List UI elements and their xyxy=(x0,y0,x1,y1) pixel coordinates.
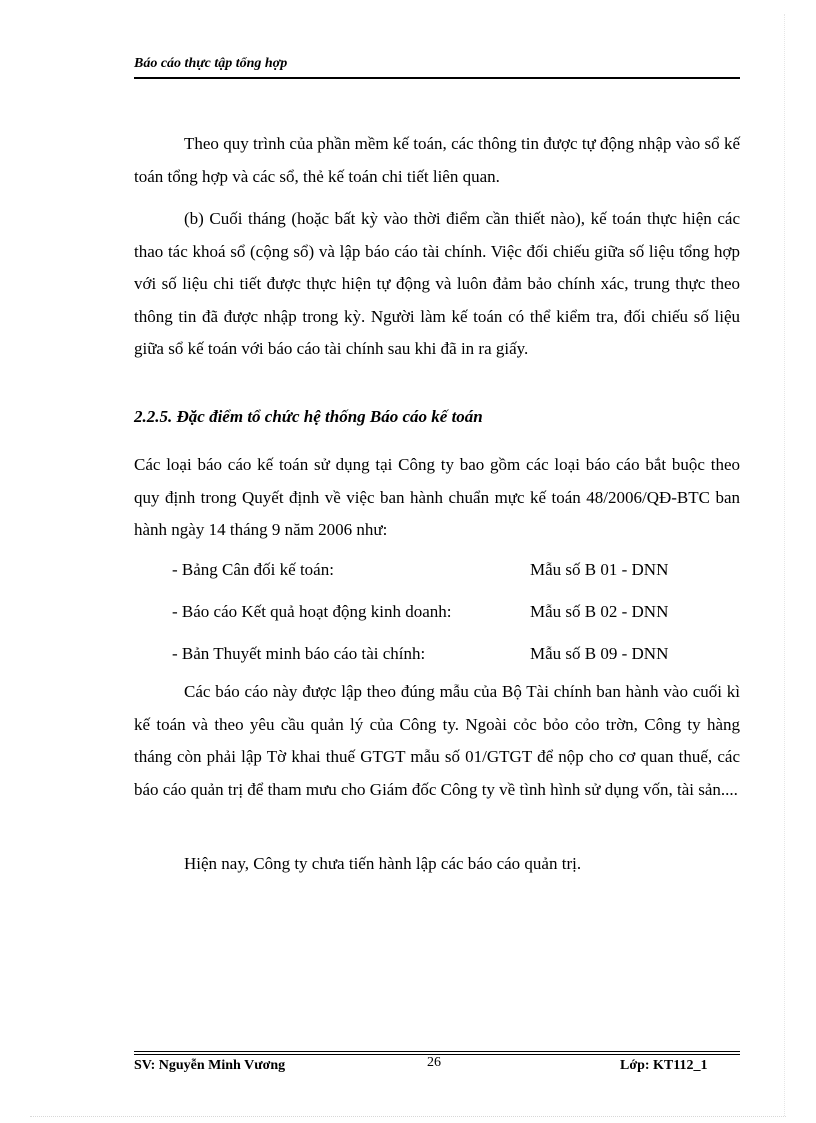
paragraph-month-end: (b) Cuối tháng (hoặc bất kỳ vào thời điểm cần thiết nào), kế toán thực hiện các thao tác khoá sổ (cộng sổ) và lập báo cáo tài chính. Việc đối chiếu giữa số liệu tổng hợp với số liệu chi tiết được thực hiện tự động và luôn đảm bảo chính xác, trung thực theo thông tin đã được nhập trong kỳ. Người làm kế toán có thể kiểm tra, đối chiếu số liệu giữa sổ kế toán với báo cáo tài chính sau khi đã in ra giấy. xyxy=(134,209,740,358)
section-heading: 2.2.5. Đặc điểm tổ chức hệ thống Báo cáo kế toán xyxy=(134,407,483,426)
report-form-code: Mẫu số B 09 - DNN xyxy=(530,644,669,663)
report-name: - Bản Thuyết minh báo cáo tài chính: xyxy=(172,644,426,663)
report-form-code: Mẫu số B 02 - DNN xyxy=(530,602,669,621)
paragraph-software-process: Theo quy trình của phần mềm kế toán, các thông tin được tự động nhập vào sổ kế toán tổng hợp và các sổ, thẻ kế toán chi tiết liên quan. xyxy=(134,134,740,186)
page-edge-bottom xyxy=(30,1116,786,1117)
footer-student-name: SV: Nguyễn Minh Vương xyxy=(134,1058,286,1073)
page-header-title: Báo cáo thực tập tổng hợp xyxy=(134,56,288,71)
footer-page-number: 26 xyxy=(427,1055,441,1070)
footer-divider-top xyxy=(134,1051,740,1052)
page-edge-right xyxy=(784,14,785,1116)
paragraph-report-details: Các báo cáo này được lập theo đúng mẫu của Bộ Tài chính ban hành vào cuối kì kế toán và theo yêu cầu quản lý của Công ty. Ngoài cỏc bỏo cỏo trờn, Công ty hàng tháng còn phải lập Tờ khai thuế GTGT mẫu số 01/GTGT để nộp cho cơ quan thuế, các báo cáo quản trị để tham mưu cho Giám đốc Công ty về tình hình sử dụng vốn, tài sản.... xyxy=(134,682,740,799)
report-form-code: Mẫu số B 01 - DNN xyxy=(530,560,669,579)
footer-class: Lớp: KT112_1 xyxy=(620,1058,708,1073)
header-divider xyxy=(134,77,740,79)
report-name: - Bảng Cân đối kế toán: xyxy=(172,560,334,579)
report-name: - Báo cáo Kết quả hoạt động kinh doanh: xyxy=(172,602,452,621)
paragraph-report-types: Các loại báo cáo kế toán sử dụng tại Công ty bao gồm các loại báo cáo bắt buộc theo quy định trong Quyết định về việc ban hành chuẩn mực kế toán 48/2006/QĐ-BTC ban hành ngày 14 tháng 9 năm 2006 như: xyxy=(134,455,740,539)
paragraph-management-reports: Hiện nay, Công ty chưa tiến hành lập các báo cáo quản trị. xyxy=(184,854,582,873)
